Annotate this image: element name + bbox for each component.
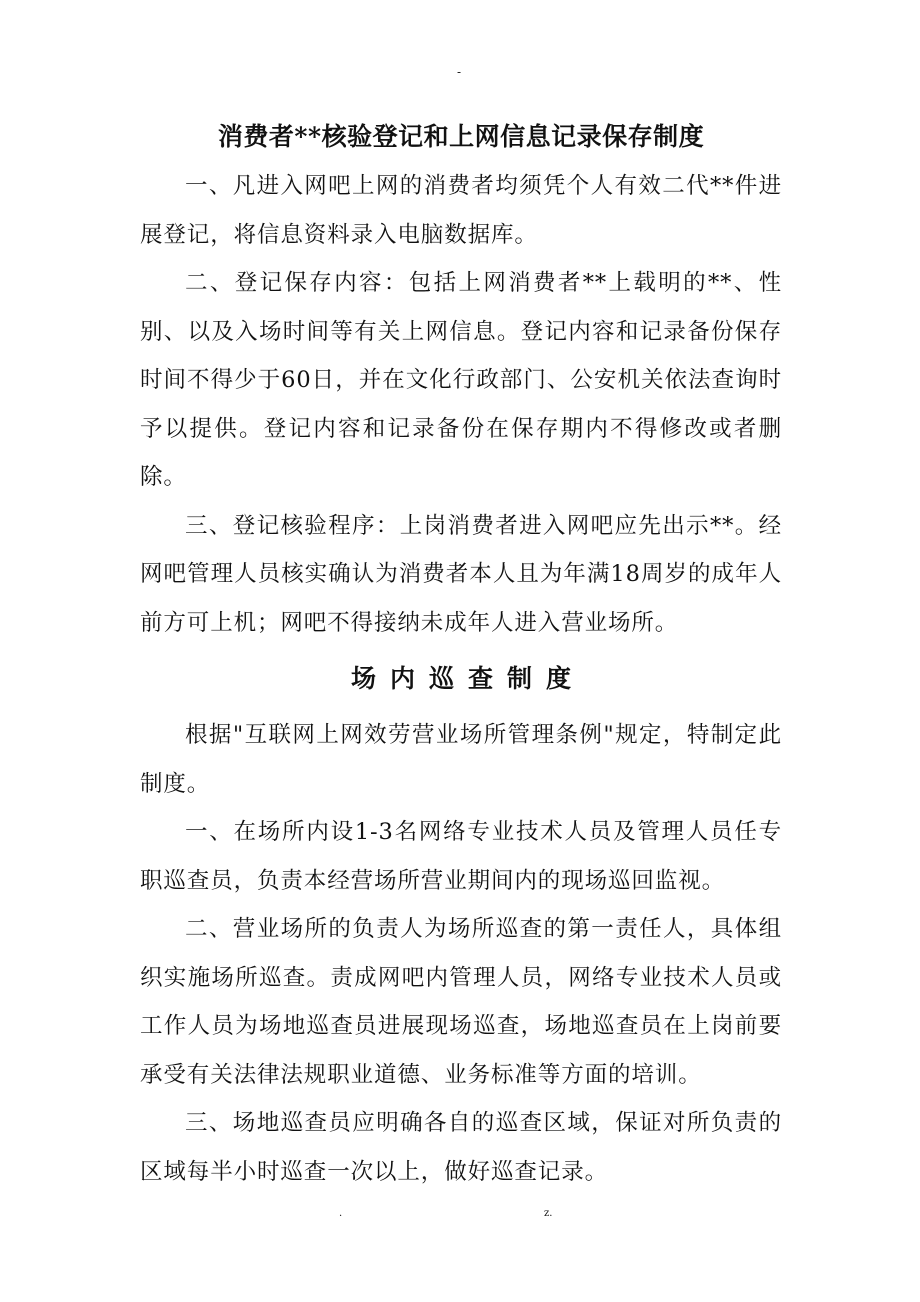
document-body — [140, 112, 782, 1196]
header-mark: - — [457, 65, 462, 79]
paragraph: 三、登记核验程序：上岗消费者进入网吧应先出示**。经网吧管理人员核实确认为消费者本人且为年满18周岁的成年人前方可上机；网吧不得接纳未成年人进入营业场所。 — [140, 512, 782, 636]
paragraph: 一、凡进入网吧上网的消费者均须凭个人有效二代**件进展登记，将信息资料录入电脑数据库。 — [140, 173, 782, 248]
section-title-registration: 消费者**核验登记和上网信息记录保存制度 — [217, 122, 705, 151]
section-title-inspection: 场内巡查制度 — [350, 664, 585, 693]
footer-right-mark: z. — [544, 1208, 553, 1219]
paragraph: 二、登记保存内容：包括上网消费者**上载明的**、性别、以及入场时间等有关上网信息。登记内容和记录备份保存时间不得少于60日，并在文化行政部门、公安机关依法查询时予以提供。登记内容和记录备份在保存期内不得修改或者删除。 — [140, 270, 782, 490]
paragraph: 根据"互联网上网效劳营业场所管理条例"规定，特制定此制度。 — [140, 722, 782, 797]
paragraph: 三、场地巡查员应明确各自的巡查区域，保证对所负责的区域每半小时巡查一次以上，做好巡查记录。 — [140, 1110, 782, 1185]
paragraph: 一、在场所内设1-3名网络专业技术人员及管理人员任专职巡查员，负责本经营场所营业期间内的现场巡回监视。 — [140, 819, 782, 894]
footer-left-mark: . — [339, 1208, 343, 1219]
paragraph: 二、营业场所的负责人为场所巡查的第一责任人，具体组织实施场所巡查。责成网吧内管理人员，网络专业技术人员或工作人员为场地巡查员进展现场巡查，场地巡查员在上岗前要承受有关法律法规职业道德、业务标准等方面的培训。 — [140, 916, 782, 1088]
